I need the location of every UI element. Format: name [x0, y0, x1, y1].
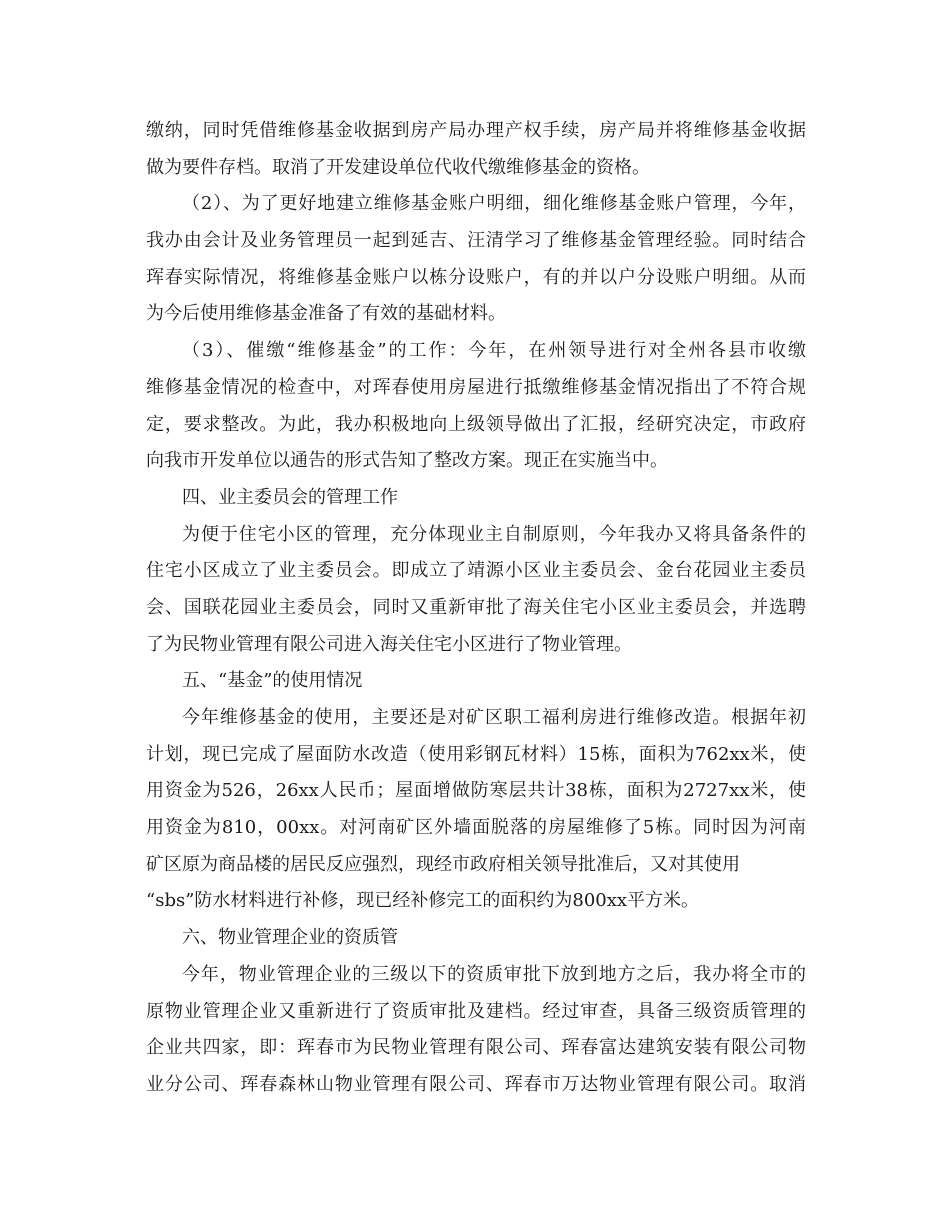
text-line: 原物业管理企业又重新进行了资质审批及建档。经过审查，具备三级资质管理的	[146, 1000, 806, 1022]
text-line: 用资金为526，26xx人民币；屋面增做防寒层共计38栋，面积为2727xx米，使	[146, 780, 806, 802]
text-line: 六、物业管理企业的资质管	[182, 927, 398, 949]
text-line: 向我市开发单位以通告的形式告知了整改方案。现正在实施当中。	[146, 450, 668, 472]
text-line: （3）、催缴“维修基金”的工作：今年，在州领导进行对全州各县市收缴	[182, 340, 806, 362]
text-line: 缴纳，同时凭借维修基金收据到房产局办理产权手续，房产局并将维修基金收据	[146, 120, 806, 141]
text-line: “sbs”防水材料进行补修，现已经补修完工的面积约为800xx平方米。	[146, 890, 700, 912]
text-line: 维修基金情况的检查中，对珲春使用房屋进行抵缴维修基金情况指出了不符合规	[146, 376, 806, 398]
text-line: （2）、为了更好地建立维修基金账户明细，细化维修基金账户管理，今年，	[182, 193, 806, 215]
text-line: 用资金为810，00xx。对河南矿区外墙面脱落的房屋维修了5栋。同时因为河南	[146, 817, 806, 839]
text-line: 珲春实际情况，将维修基金账户以栋分设账户，有的并以户分设账户明细。从而	[146, 266, 806, 288]
text-line: 定，要求整改。为此，我办积极地向上级领导做出了汇报，经研究决定，市政府	[146, 413, 806, 435]
text-line: 会、国联花园业主委员会，同时又重新审批了海关住宅小区业主委员会，并选聘	[146, 596, 806, 618]
text-line: 矿区原为商品楼的居民反应强烈，现经市政府相关领导批准后，又对其使用	[146, 853, 740, 875]
text-line: 做为要件存档。取消了开发建设单位代收代缴维修基金的资格。	[146, 156, 650, 178]
text-line: 为便于住宅小区的管理，充分体现业主自制原则，今年我办又将具备条件的	[182, 523, 806, 545]
text-line: 业分公司、珲春森林山物业管理有限公司、珲春市万达物业管理有限公司。取消	[146, 1073, 806, 1095]
text-line: 今年维修基金的使用，主要还是对矿区职工福利房进行维修改造。根据年初	[182, 707, 806, 728]
text-line: 企业共四家，即：珲春市为民物业管理有限公司、珲春富达建筑安装有限公司物	[146, 1037, 806, 1059]
text-line: 四、业主委员会的管理工作	[182, 486, 398, 508]
text-line: 计划，现已完成了屋面防水改造（使用彩钢瓦材料）15栋，面积为762xx米，使	[146, 743, 806, 765]
text-line: 我办由会计及业务管理员一起到延吉、汪清学习了维修基金管理经验。同时结合	[146, 230, 806, 252]
text-line: 了为民物业管理有限公司进入海关住宅小区进行了物业管理。	[146, 633, 632, 655]
text-line: 住宅小区成立了业主委员会。即成立了靖源小区业主委员会、金台花园业主委员	[146, 560, 806, 582]
document-body	[146, 113, 806, 1104]
text-line: 今年，物业管理企业的三级以下的资质审批下放到地方之后，我办将全市的	[182, 963, 806, 985]
text-line: 五、“基金”的使用情况	[182, 670, 363, 692]
text-line: 为今后使用维修基金准备了有效的基础材料。	[146, 303, 506, 325]
